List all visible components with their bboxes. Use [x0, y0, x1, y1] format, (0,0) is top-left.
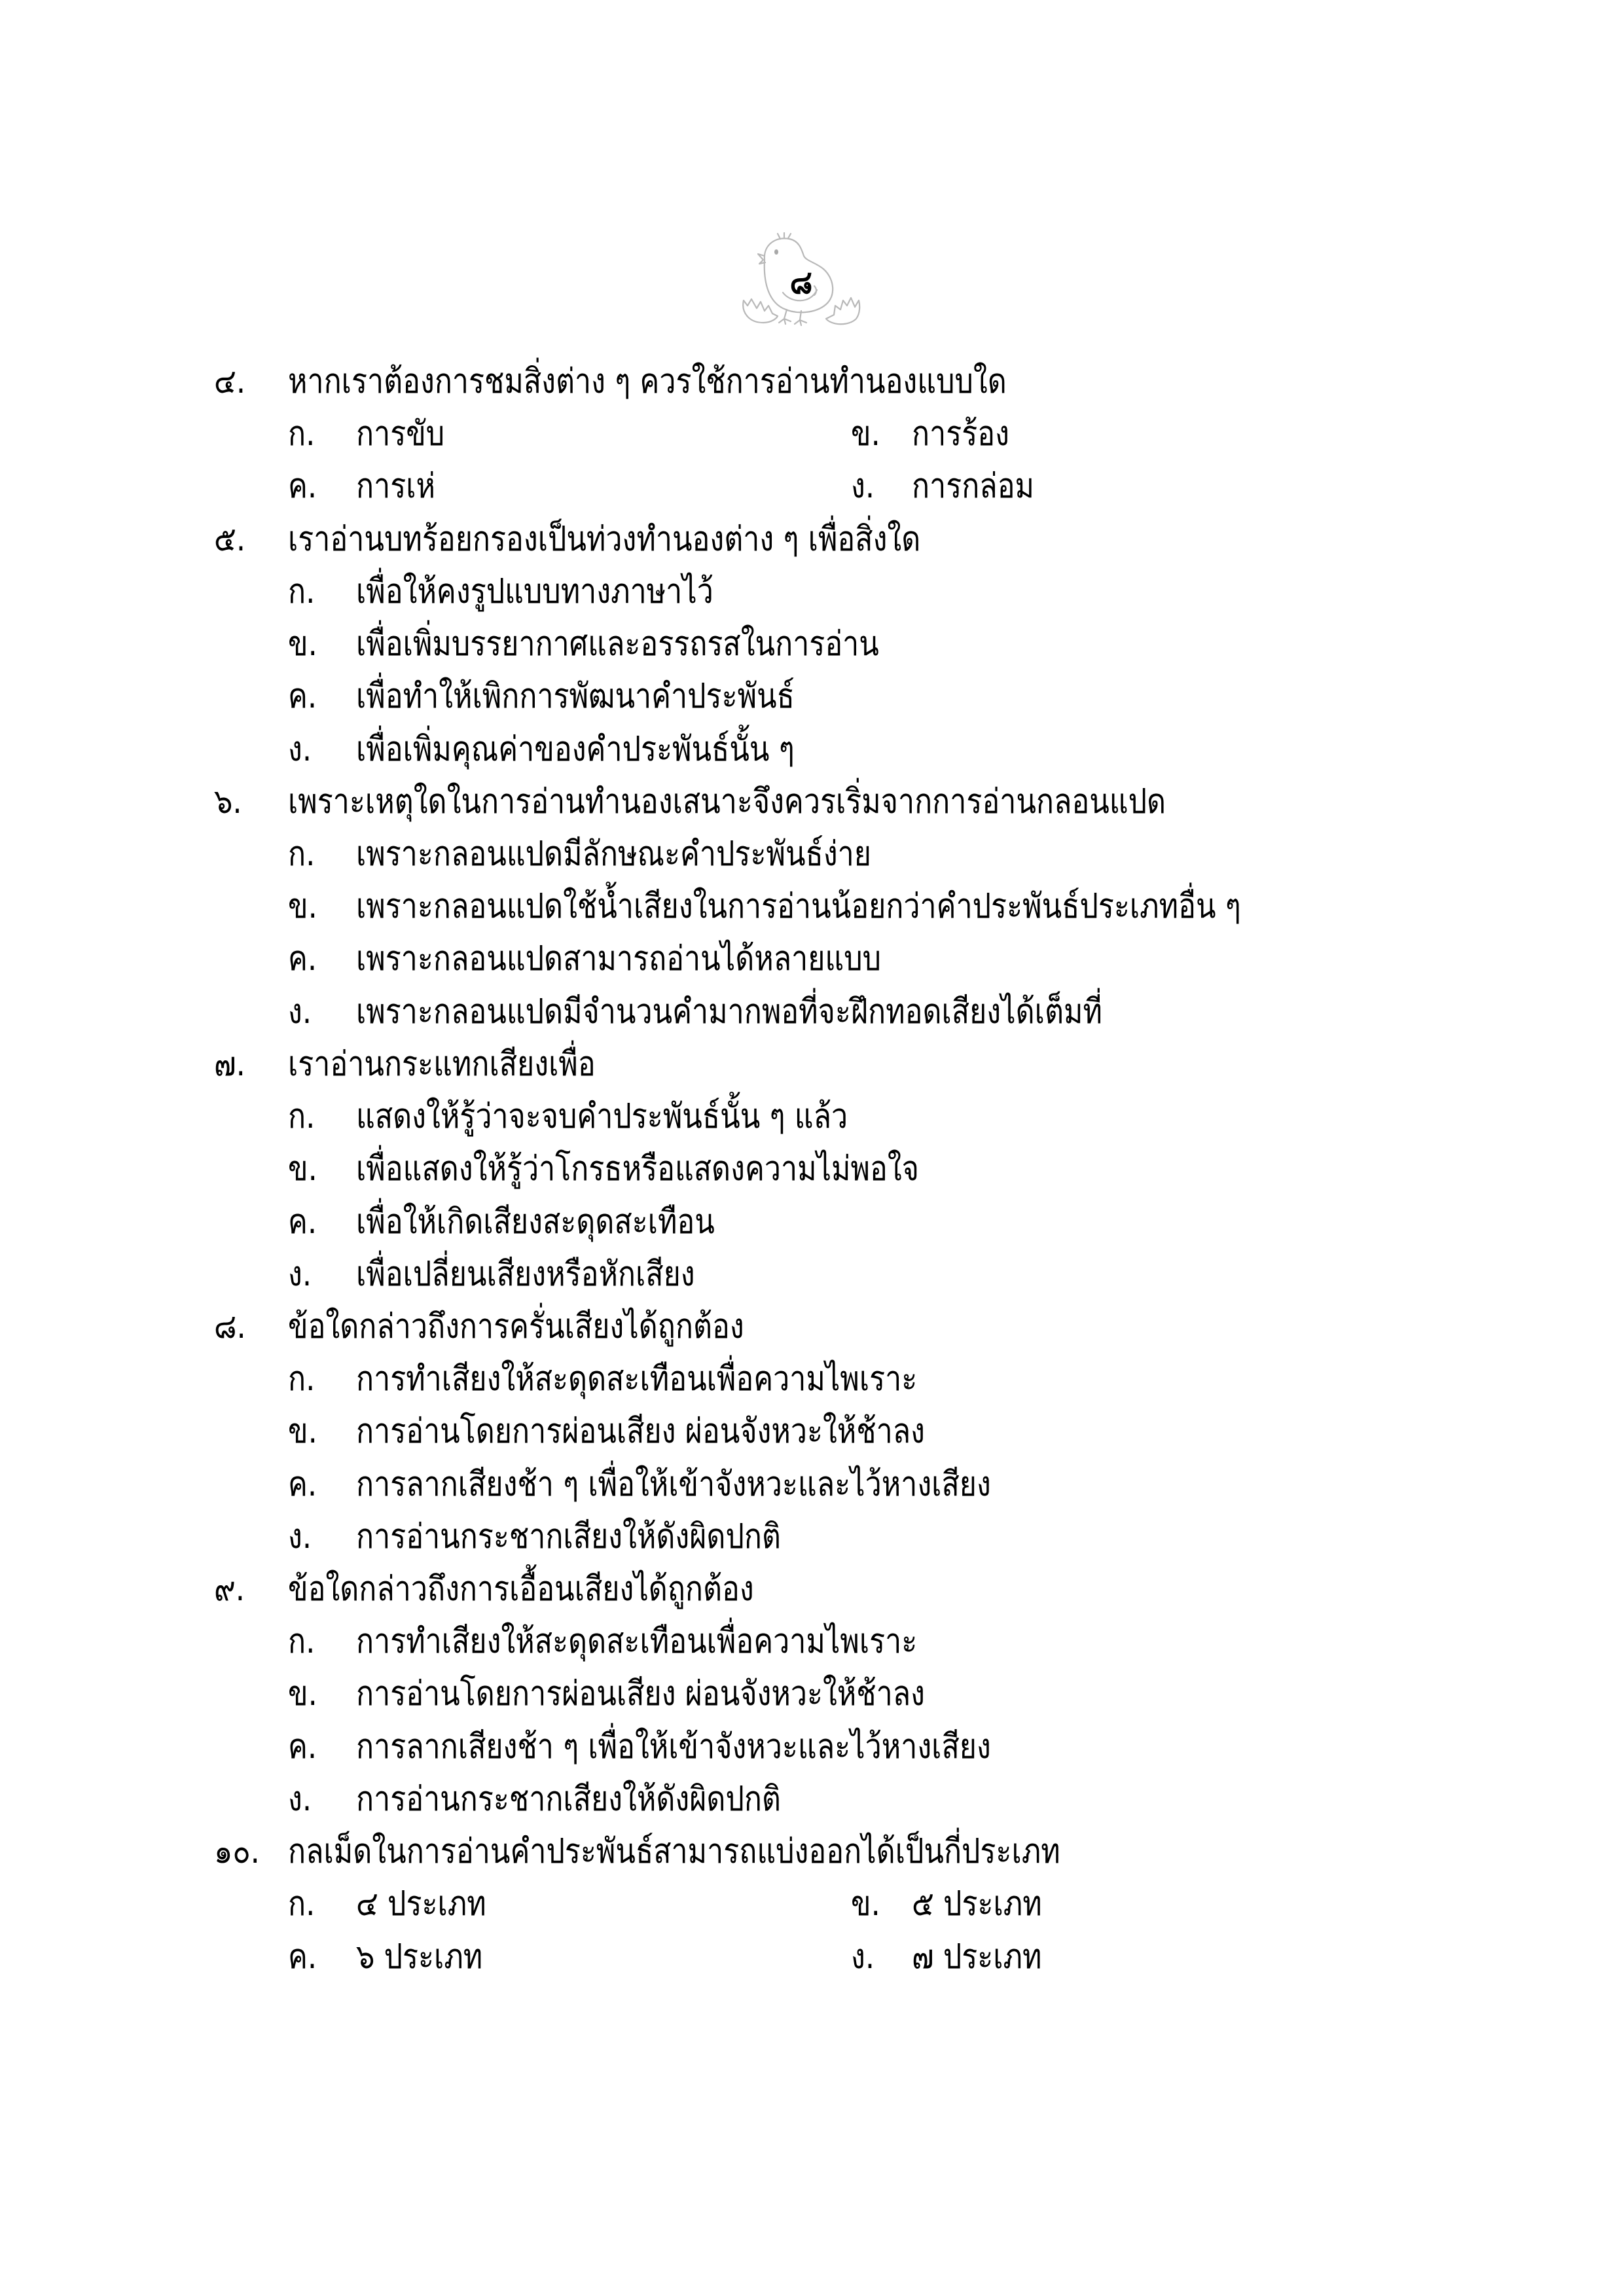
- option-text: แสดงให้รู้ว่าจะจบคำประพันธ์นั้น ๆ แล้ว: [356, 1097, 848, 1137]
- option-label: ข.: [288, 1412, 317, 1452]
- option-text: เพื่อให้คงรูปแบบทางภาษาไว้: [356, 571, 713, 611]
- question-text: เราอ่านบทร้อยกรองเป็นท่วงทำนองต่าง ๆ เพื่อสิ่งใด: [288, 519, 921, 559]
- question-number: ๖.: [214, 781, 242, 821]
- option-row: [0, 1248, 1624, 1300]
- option-label: ค.: [288, 1464, 317, 1504]
- option-text: เพราะกลอนแปดมีลักษณะคำประพันธ์ง่าย: [356, 834, 871, 874]
- option-text: การขับ: [356, 414, 445, 454]
- option-text: การทำเสียงให้สะดุดสะเทือนเพื่อความไพเราะ: [356, 1359, 918, 1399]
- question-item: [0, 513, 1624, 565]
- option-row: [0, 1353, 1624, 1405]
- option-text: การอ่านกระชากเสียงให้ดังผิดปกติ: [356, 1516, 781, 1556]
- question-item: [0, 1563, 1624, 1615]
- option-row: [0, 723, 1624, 776]
- option-label: ก.: [288, 834, 316, 874]
- option-label: ข.: [288, 887, 317, 927]
- option-text: การร้อง: [912, 414, 1009, 454]
- option-text: การกล่อม: [912, 467, 1035, 507]
- option-label: ค.: [288, 1937, 317, 1977]
- option-text: การลากเสียงช้า ๆ เพื่อให้เข้าจังหวะและไว้หางเสียง: [356, 1464, 991, 1504]
- option-text: การทำเสียงให้สะดุดสะเทือนเพื่อความไพเราะ: [356, 1622, 918, 1662]
- option-label: ค.: [288, 1727, 317, 1767]
- option-row: [0, 880, 1624, 933]
- option-label: ค.: [288, 1202, 317, 1242]
- option-row: [0, 1458, 1624, 1511]
- option-text: เพื่อเพิ่มบรรยากาศและอรรถรสในการอ่าน: [356, 624, 879, 664]
- option-row: [0, 1931, 1624, 1983]
- option-row: [0, 1196, 1624, 1248]
- option-label: ค.: [288, 467, 317, 507]
- option-label: ง.: [851, 467, 875, 507]
- question-number: ๘.: [214, 1306, 246, 1346]
- option-text: เพราะกลอนแปดใช้น้ำเสียงในการอ่านน้อยกว่าคำประพันธ์ประเภทอื่น ๆ: [356, 887, 1241, 927]
- option-text: ๗ ประเภท: [912, 1937, 1042, 1977]
- option-row: [0, 670, 1624, 723]
- option-row: [0, 1143, 1624, 1195]
- option-label: ง.: [851, 1937, 875, 1977]
- option-text: การลากเสียงช้า ๆ เพื่อให้เข้าจังหวะและไว้หางเสียง: [356, 1727, 991, 1767]
- option-row: [0, 408, 1624, 460]
- option-text: ๖ ประเภท: [356, 1937, 483, 1977]
- option-label: ก.: [288, 1884, 316, 1924]
- option-text: การอ่านกระชากเสียงให้ดังผิดปกติ: [356, 1779, 781, 1819]
- question-text: หากเราต้องการชมสิ่งต่าง ๆ ควรใช้การอ่านทำนองแบบใด: [288, 362, 1007, 401]
- question-text: ข้อใดกล่าวถึงการเอื้อนเสียงได้ถูกต้อง: [288, 1570, 754, 1609]
- question-item: [0, 1038, 1624, 1090]
- option-text: เพื่อเพิ่มคุณค่าของคำประพันธ์นั้น ๆ: [356, 729, 795, 769]
- option-label: ง.: [288, 992, 312, 1031]
- option-label: ง.: [288, 729, 312, 769]
- question-item: [0, 776, 1624, 828]
- option-row: [0, 1721, 1624, 1773]
- option-row: [0, 1615, 1624, 1668]
- question-item: [0, 1300, 1624, 1353]
- question-item: [0, 1825, 1624, 1878]
- option-label: ข.: [288, 1149, 317, 1189]
- option-text: การอ่านโดยการผ่อนเสียง ผ่อนจังหวะให้ช้าลง: [356, 1412, 925, 1452]
- question-list: [0, 355, 1624, 1983]
- option-row: [0, 986, 1624, 1038]
- question-number: ๔.: [214, 362, 246, 401]
- option-row: [0, 618, 1624, 670]
- option-label: ข.: [851, 1884, 880, 1924]
- question-number: ๕.: [214, 519, 246, 559]
- option-text: เพราะกลอนแปดสามารถอ่านได้หลายแบบ: [356, 939, 882, 979]
- question-text: กลเม็ดในการอ่านคำประพันธ์สามารถแบ่งออกได้เป็นกี่ประเภท: [288, 1832, 1060, 1872]
- question-number: ๙.: [214, 1570, 245, 1609]
- option-label: ก.: [288, 1097, 316, 1137]
- option-label: ก.: [288, 1359, 316, 1399]
- option-row: [0, 933, 1624, 985]
- option-label: ค.: [288, 939, 317, 979]
- option-text: เพื่อเปลี่ยนเสียงหรือหักเสียง: [356, 1254, 695, 1294]
- option-label: ก.: [288, 414, 316, 454]
- option-label: ข.: [288, 624, 317, 664]
- option-label: ง.: [288, 1516, 312, 1556]
- question-item: [0, 355, 1624, 408]
- option-label: ค.: [288, 677, 317, 717]
- option-label: ง.: [288, 1254, 312, 1294]
- option-text: การอ่านโดยการผ่อนเสียง ผ่อนจังหวะให้ช้าลง: [356, 1674, 925, 1714]
- option-label: ง.: [288, 1779, 312, 1819]
- option-row: [0, 1511, 1624, 1563]
- option-text: การเห่: [356, 467, 435, 507]
- option-row: [0, 828, 1624, 880]
- option-row: [0, 565, 1624, 618]
- option-text: เพื่อทำให้เพิกการพัฒนาคำประพันธ์: [356, 677, 795, 717]
- option-text: ๔ ประเภท: [356, 1884, 486, 1924]
- option-row: [0, 460, 1624, 512]
- option-label: ก.: [288, 571, 316, 611]
- option-label: ข.: [288, 1674, 317, 1714]
- question-text: เพราะเหตุใดในการอ่านทำนองเสนาะจึงควรเริ่มจากการอ่านกลอนแปด: [288, 781, 1166, 821]
- option-text: ๕ ประเภท: [912, 1884, 1042, 1924]
- question-number: ๑๐.: [214, 1832, 260, 1872]
- question-number: ๗.: [214, 1044, 245, 1084]
- option-row: [0, 1405, 1624, 1458]
- option-text: เพราะกลอนแปดมีจำนวนคำมากพอที่จะฝึกทอดเสียงได้เต็มที่: [356, 992, 1102, 1031]
- question-text: ข้อใดกล่าวถึงการครั่นเสียงได้ถูกต้อง: [288, 1306, 744, 1346]
- option-label: ข.: [851, 414, 880, 454]
- option-row: [0, 1773, 1624, 1825]
- option-row: [0, 1090, 1624, 1143]
- page-number-ornament: [738, 232, 864, 327]
- option-label: ก.: [288, 1622, 316, 1662]
- option-text: เพื่อให้เกิดเสียงสะดุดสะเทือน: [356, 1202, 715, 1242]
- question-text: เราอ่านกระแทกเสียงเพื่อ: [288, 1044, 596, 1084]
- page-number: ๘: [789, 263, 813, 301]
- option-row: [0, 1668, 1624, 1720]
- option-text: เพื่อแสดงให้รู้ว่าโกรธหรือแสดงความไม่พอใจ: [356, 1149, 919, 1189]
- option-row: [0, 1878, 1624, 1930]
- chick-eye: [774, 249, 778, 255]
